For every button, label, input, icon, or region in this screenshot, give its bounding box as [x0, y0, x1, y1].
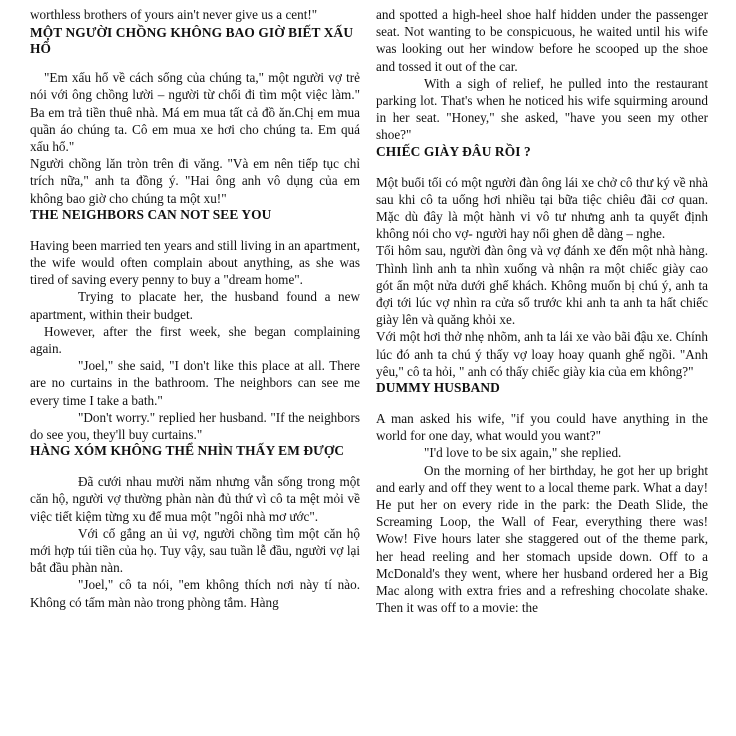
paragraph: worthless brothers of yours ain't never give us a cent!": [30, 7, 318, 22]
paragraph: "Joel," cô ta nói, "em không thích nơi này tí nào. Không có tấm màn nào trong phòng tắm. Hàng: [30, 577, 360, 610]
paragraph: Với một hơi thở nhẹ nhõm, anh ta lái xe vào bãi đậu xe. Chính lúc đó anh ta chú ý thấy vợ loay hoay quanh ghế ngồi. "Anh yêu," cô ta hỏi, " anh có thấy chiếc giày kia của em không?": [376, 329, 708, 379]
paragraph: and spotted a high-heel shoe half hidden under the passenger seat. Not wanting to be conspicuous, he waited until his wife was looking out her window before he scooped up the shoe and tossed it out of the car.: [376, 7, 708, 74]
paragraph: "Joel," she said, "I don't like this place at all. There are no curtains in the bathroom. The neighbors can see me every time I take a bath.": [30, 358, 360, 408]
paragraph: "Don't worry." replied her husband. "If the neighbors do see you, they'll buy curtains.": [30, 409, 360, 443]
paragraph: On the morning of her birthday, he got her up bright and early and off they went to a local theme park. What a day! He put her on every ride in the park: the Death Slide, the Screaming Loop, the Wall of Fear, everything there was! Wow! Five hours later she staggered out of the theme park, her head reeling and her stomach upside down. Off to a McDonald's they went, where her husband ordered her a Big Mac along with extra fries and a refreshing chocolate shake. Then it was off to a movie: the: [376, 462, 708, 616]
paragraph: "I'd love to be six again," she replied.: [424, 445, 622, 461]
paragraph: Với cố gắng an ủi vợ, người chồng tìm một căn hộ mới hợp túi tiền của họ. Tuy vậy, sau tuần lễ đầu, người vợ lại bắt đầu phàn nàn.: [30, 525, 360, 576]
paragraph: With a sigh of relief, he pulled into the restaurant parking lot. That's when he noticed his wife squirming around in her seat. "Honey," she asked, "have you seen my other shoe?": [376, 75, 708, 143]
paragraph: Người chồng lăn tròn trên đi văng. "Và em nên tiếp tục chỉ trích nữa," anh ta đồng ý. "Hai ông anh vô dụng của em không bao giờ cho chúng ta một xu!": [30, 156, 360, 206]
section-heading: MỘT NGƯỜI CHỒNG KHÔNG BAO GIỜ BIẾT XẤU HỔ: [30, 25, 354, 57]
paragraph: Đã cưới nhau mười năm nhưng vẫn sống trong một căn hộ, người vợ thường phàn nàn đủ thứ vì cô ta mệt mỏi về việc tiết kiệm từng xu để mua một "ngôi nhà mơ ước".: [30, 474, 360, 524]
paragraph: Một buổi tối có một người đàn ông lái xe chở cô thư ký về nhà sau khi cô ta uống hơi nhiều tại bữa tiệc chiêu đãi cơ quan. Mặc dù đây là một hành vi vô tư nhưng anh ta quyết định không nói cho vợ- người hay nổi ghen dễ dàng – nghe.: [376, 174, 708, 242]
paragraph: Having been married ten years and still living in an apartment, the wife would often complain about anything, as she was tired of saving every penny to buy a "dream home".: [30, 237, 360, 288]
right-column: [376, 6, 708, 617]
section-heading: THE NEIGHBORS CAN NOT SEE YOU: [30, 206, 272, 222]
paragraph: Trying to placate her, the husband found a new apartment, within their budget.: [30, 289, 360, 322]
left-column: [30, 6, 360, 611]
paragraph: "Em xấu hổ về cách sống của chúng ta," một người vợ trẻ nói với ông chồng lười – người từ chối đi tìm một việc làm." Ba em trả tiền thuê nhà. Má em mua tất cả đồ ăn.Chị em mua quần áo chúng ta. Cô em mua xe hơi cho chúng ta. Em quá xấu hổ.": [30, 70, 360, 155]
section-heading: DUMMY HUSBAND: [376, 380, 500, 396]
paragraph: Tối hôm sau, người đàn ông và vợ đánh xe đến một nhà hàng. Thình lình anh ta nhìn xuống và nhận ra một chiếc giày cao gót ẩn một nửa dưới ghế khách. Không muốn bị chú ý, anh ta đợi tới lúc vợ nhìn ra cửa sổ trước khi anh ta anh ta hất chiếc giày lên và quăng khỏi xe.: [376, 243, 708, 328]
paragraph: A man asked his wife, "if you could have anything in the world for one day, what would you want?": [376, 411, 708, 444]
section-heading: HÀNG XÓM KHÔNG THỂ NHÌN THẤY EM ĐƯỢC: [30, 443, 345, 459]
paragraph: However, after the first week, she began complaining again.: [30, 323, 360, 357]
section-heading: CHIẾC GIÀY ĐÂU RỒI ?: [376, 143, 531, 159]
